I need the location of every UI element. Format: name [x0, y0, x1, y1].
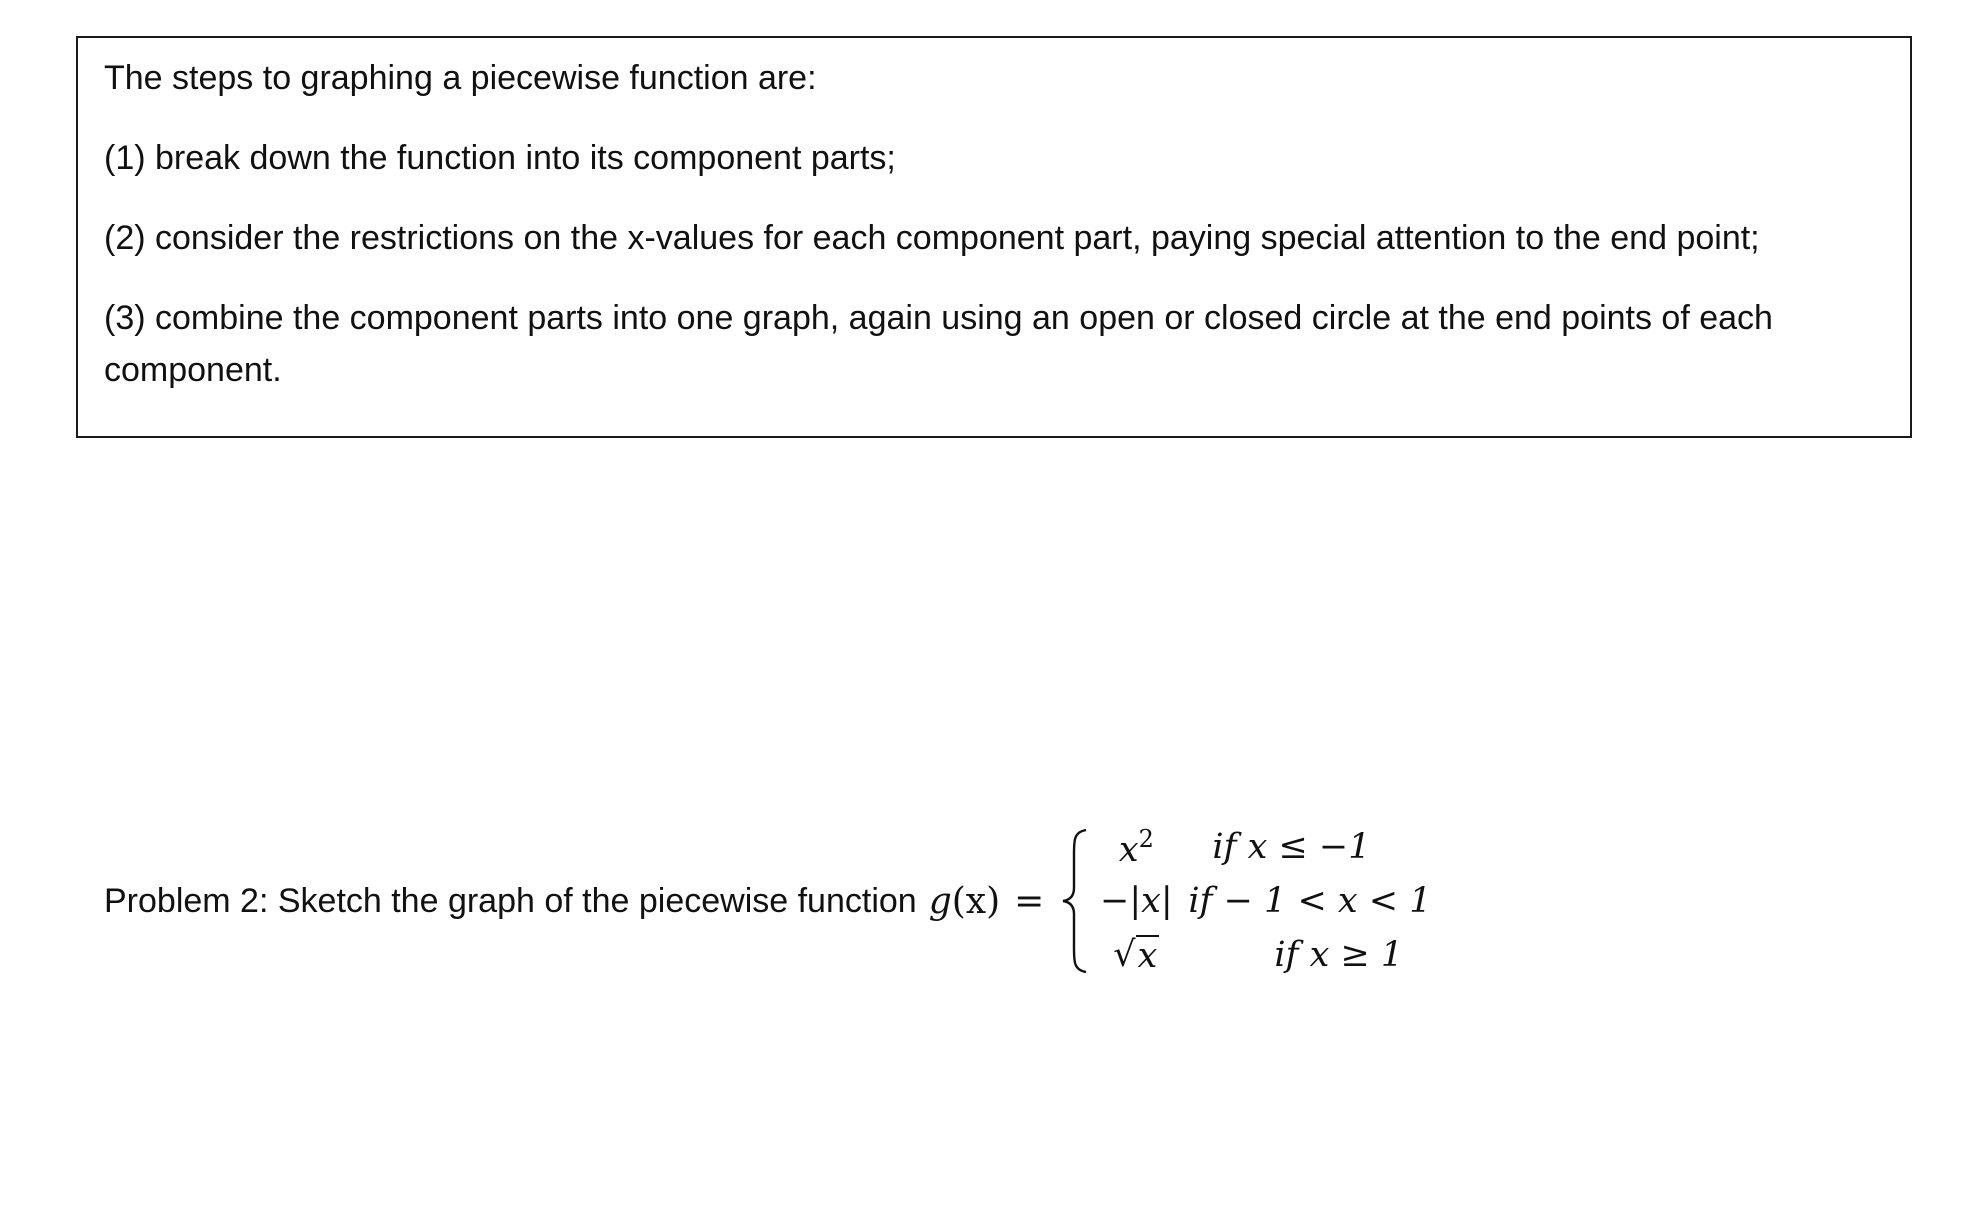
piecewise-cases	[1090, 820, 1432, 982]
problem-2	[104, 816, 1432, 986]
radicand: x	[1137, 936, 1158, 976]
step-3: (3) combine the component parts into one graph, again using an open or closed circle at the end points of each component.	[104, 299, 1773, 389]
step-2: (2) consider the restrictions on the x-values for each component part, paying special attention to the end point;	[104, 219, 1760, 257]
case-2-expr: −|x|	[1100, 881, 1173, 921]
case-1-condition: if x ≤ −1	[1212, 827, 1371, 867]
function-lhs	[929, 881, 1000, 922]
function-name: g	[928, 880, 952, 922]
function-argument: (x)	[951, 880, 1001, 922]
case-3-expr	[1090, 935, 1182, 975]
equals-sign: =	[1014, 880, 1045, 922]
case-2-condition: if − 1 < x < 1	[1188, 881, 1432, 921]
case-3-condition: if x ≥ 1	[1274, 935, 1404, 975]
steps-intro: The steps to graphing a piecewise function are:	[104, 59, 817, 97]
problem-text: Problem 2: Sketch the graph of the piecewise function	[104, 881, 917, 920]
case-1-expr: $x^2$	[1118, 824, 1154, 870]
step-1: (1) break down the function into its component parts;	[104, 139, 896, 177]
left-brace	[1060, 826, 1090, 976]
radical-sign: √	[1113, 935, 1136, 975]
steps-box	[76, 36, 1912, 438]
